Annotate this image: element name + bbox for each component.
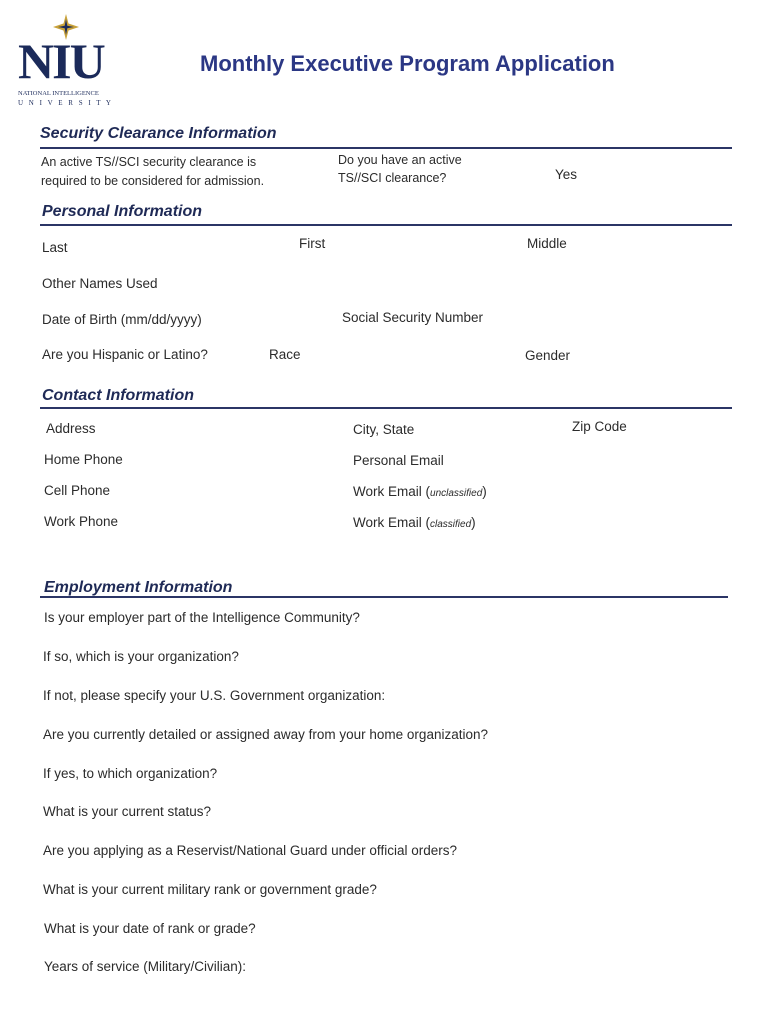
first-name-label: First bbox=[299, 236, 326, 251]
employment-question: Is your employer part of the Intelligence Community? bbox=[44, 610, 360, 625]
employment-question: If not, please specify your U.S. Government organization: bbox=[43, 688, 386, 703]
work-email-unclassified-label: Work Email (unclassified) bbox=[353, 484, 487, 499]
other-names-label: Other Names Used bbox=[42, 276, 158, 291]
personal-email-label: Personal Email bbox=[353, 453, 444, 468]
clearance-question-1: Do you have an active bbox=[338, 153, 462, 167]
employment-question: What is your current status? bbox=[43, 804, 212, 819]
contact-heading: Contact Information bbox=[42, 387, 194, 404]
employment-question: What is your date of rank or grade? bbox=[44, 921, 256, 936]
employment-question: Years of service (Military/Civilian): bbox=[44, 959, 247, 974]
employment-question: Are you applying as a Reservist/National Guard under official orders? bbox=[43, 843, 457, 858]
security-rule bbox=[40, 147, 732, 149]
hispanic-label: Are you Hispanic or Latino? bbox=[42, 347, 208, 362]
gender-label: Gender bbox=[525, 348, 571, 363]
page-title: Monthly Executive Program Application bbox=[200, 51, 615, 76]
contact-rule bbox=[40, 407, 732, 409]
clearance-question-2: TS//SCI clearance? bbox=[338, 171, 447, 185]
dob-label: Date of Birth (mm/dd/yyyy) bbox=[42, 312, 202, 327]
employment-question: Are you currently detailed or assigned away from your home organization? bbox=[43, 727, 488, 742]
address-label: Address bbox=[46, 421, 96, 436]
middle-name-label: Middle bbox=[527, 236, 567, 251]
personal-rule bbox=[40, 224, 732, 226]
employment-question: What is your current military rank or government grade? bbox=[43, 882, 377, 897]
employment-question: If yes, to which organization? bbox=[43, 766, 218, 781]
employment-question: If so, which is your organization? bbox=[43, 649, 239, 664]
home-phone-label: Home Phone bbox=[44, 452, 123, 467]
logo-line1: NATIONAL INTELLIGENCE bbox=[18, 90, 99, 97]
security-note-2: required to be considered for admission. bbox=[41, 174, 265, 188]
security-note-1: An active TS//SCI security clearance is bbox=[41, 155, 257, 169]
clearance-answer[interactable]: Yes bbox=[555, 167, 578, 182]
work-email-classified-label: Work Email (classified) bbox=[353, 515, 476, 530]
employment-rule bbox=[40, 596, 728, 598]
cell-phone-label: Cell Phone bbox=[44, 483, 111, 498]
niu-logo bbox=[14, 14, 118, 110]
last-name-label: Last bbox=[42, 240, 68, 255]
zip-label: Zip Code bbox=[572, 419, 627, 434]
logo-line2: U N I V E R S I T Y bbox=[18, 99, 113, 107]
employment-heading: Employment Information bbox=[44, 579, 233, 596]
work-phone-label: Work Phone bbox=[44, 514, 119, 529]
personal-heading: Personal Information bbox=[42, 203, 203, 220]
race-label: Race bbox=[269, 347, 301, 362]
security-heading: Security Clearance Information bbox=[40, 125, 277, 142]
logo-letters: NIU bbox=[18, 33, 104, 89]
ssn-label: Social Security Number bbox=[342, 310, 484, 325]
city-state-label: City, State bbox=[353, 422, 415, 437]
